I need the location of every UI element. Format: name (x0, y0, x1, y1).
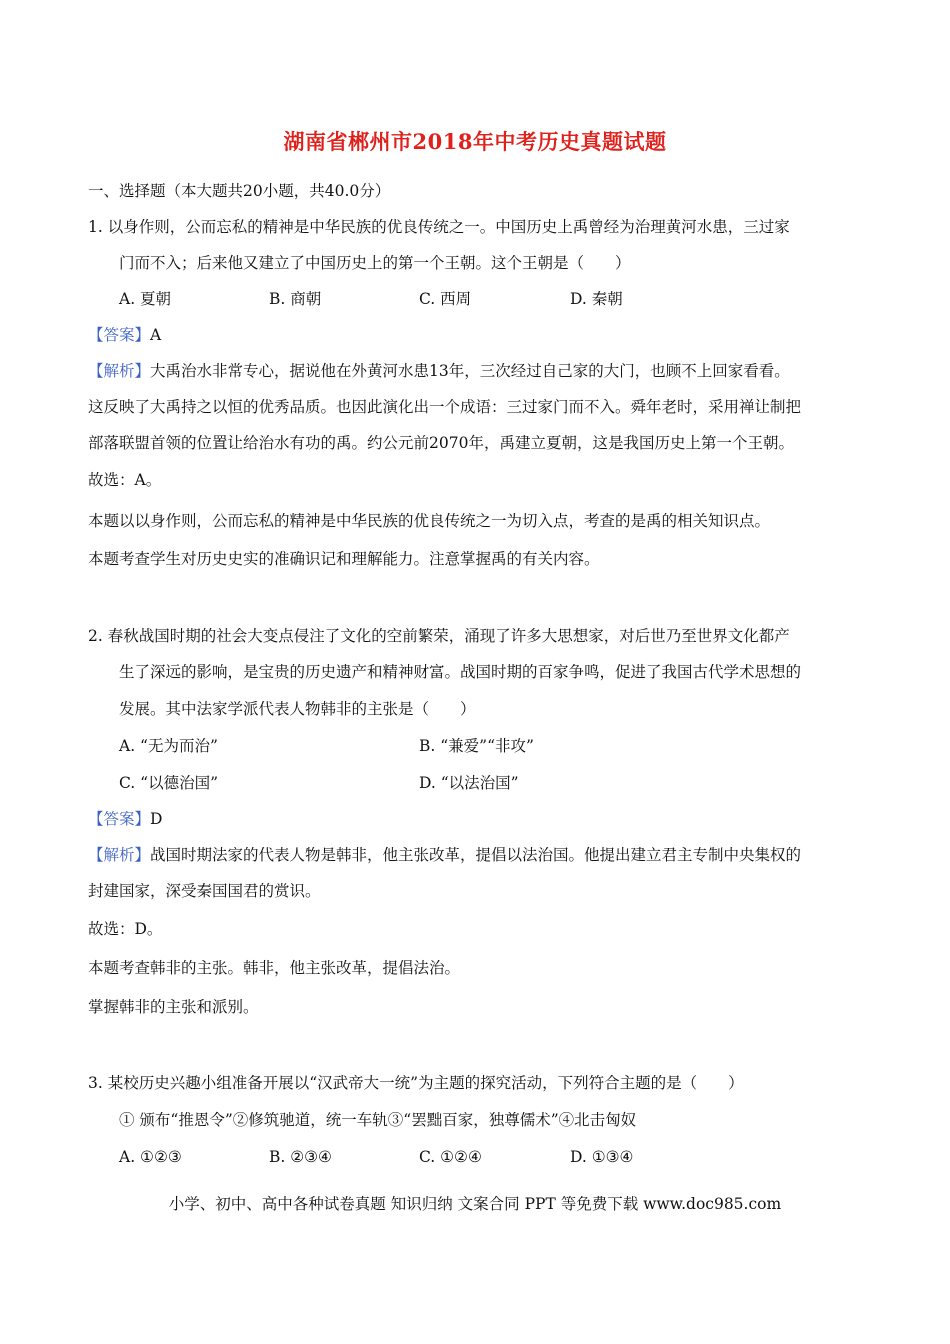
q2-stem-line2: 生了深远的影响，是宝贵的历史遗产和精神财富。战国时期的百家争鸣，促进了我国古代学术思想的 (119, 663, 802, 681)
q1-option-b: B. 商朝 (269, 290, 322, 308)
q2-stem-line3: 发展。其中法家学派代表人物韩非的主张是（ ） (119, 700, 476, 718)
page-footer: 小学、初中、高中各种试卷真题 知识归纳 文案合同 PPT 等免费下载 www.doc985.com (168, 1195, 782, 1213)
q2-option-c: C. “以德治国” (119, 774, 219, 792)
q1-note1: 本题以以身作则，公而忘私的精神是中华民族的优良传统之一为切入点，考查的是禹的相关知识点。 (88, 512, 771, 530)
q3-stem-line1: 3. 某校历史兴趣小组准备开展以“汉武帝大一统”为主题的探究活动，下列符合主题的是（ ） (88, 1074, 744, 1092)
section-heading: 一、选择题（本大题共20小题，共40.0分） (88, 182, 391, 200)
q2-analysis-line2: 封建国家，深受秦国国君的赏识。 (88, 882, 321, 900)
q2-option-d: D. “以法治国” (419, 774, 519, 792)
q2-answer (88, 809, 162, 829)
q1-choose: 故选：A。 (88, 471, 162, 489)
q3-option-b: B. ②③④ (269, 1148, 332, 1166)
q3-stem-line2: ① 颁布“推恩令”②修筑驰道，统一车轨③“罢黜百家，独尊儒术”④北击匈奴 (119, 1111, 637, 1129)
q1-note2: 本题考查学生对历史史实的准确识记和理解能力。注意掌握禹的有关内容。 (88, 550, 600, 568)
q1-answer-value: A (150, 326, 162, 344)
page-title: 湖南省郴州市2018年中考历史真题试题 (283, 129, 667, 154)
q1-answer (88, 325, 161, 345)
q2-note2: 掌握韩非的主张和派别。 (88, 998, 259, 1016)
q3-option-c: C. ①②④ (419, 1148, 482, 1166)
q2-option-a: A. “无为而治” (119, 737, 218, 755)
q1-stem-line1: 1. 以身作则，公而忘私的精神是中华民族的优良传统之一。中国历史上禹曾经为治理黄河水患，三过家 (88, 218, 790, 236)
q2-choose: 故选：D。 (88, 920, 163, 938)
q1-analysis-line2: 这反映了大禹持之以恒的优秀品质。也因此演化出一个成语：三过家门而不入。舜年老时，采用禅让制把 (88, 398, 802, 416)
q2-analysis-line1 (88, 845, 801, 865)
q2-stem-line1: 2. 春秋战国时期的社会大变点侵注了文化的空前繁荣，涌现了许多大思想家，对后世乃至世界文化都产 (88, 627, 790, 645)
answer-tag: 【答案】 (88, 810, 151, 828)
q1-analysis-line3: 部落联盟首领的位置让给治水有功的禹。约公元前2070年，禹建立夏朝，这是我国历史上第一个王朝。 (88, 434, 794, 452)
q2-option-b: B. “兼爱”“非攻” (419, 737, 534, 755)
q3-option-a: A. ①②③ (119, 1148, 182, 1166)
q1-analysis-line1 (88, 361, 790, 381)
answer-tag: 【答案】 (88, 326, 151, 344)
q1-option-d: D. 秦朝 (570, 290, 623, 308)
q2-answer-value: D (150, 810, 163, 828)
q1-analysis-text1: 大禹治水非常专心，据说他在外黄河水患13年，三次经过自己家的大门，也顾不上回家看看。 (150, 362, 790, 380)
analysis-tag: 【解析】 (88, 362, 151, 380)
q1-stem-line2: 门而不入；后来他又建立了中国历史上的第一个王朝。这个王朝是（ ） (119, 254, 631, 272)
analysis-tag: 【解析】 (88, 846, 151, 864)
q3-option-d: D. ①③④ (570, 1148, 634, 1166)
q2-note1: 本题考查韩非的主张。韩非，他主张改革，提倡法治。 (88, 959, 461, 977)
q1-option-a: A. 夏朝 (119, 290, 172, 308)
q2-analysis-text1: 战国时期法家的代表人物是韩非，他主张改革，提倡以法治国。他提出建立君主专制中央集权的 (150, 846, 802, 864)
q1-option-c: C. 西周 (419, 290, 472, 308)
